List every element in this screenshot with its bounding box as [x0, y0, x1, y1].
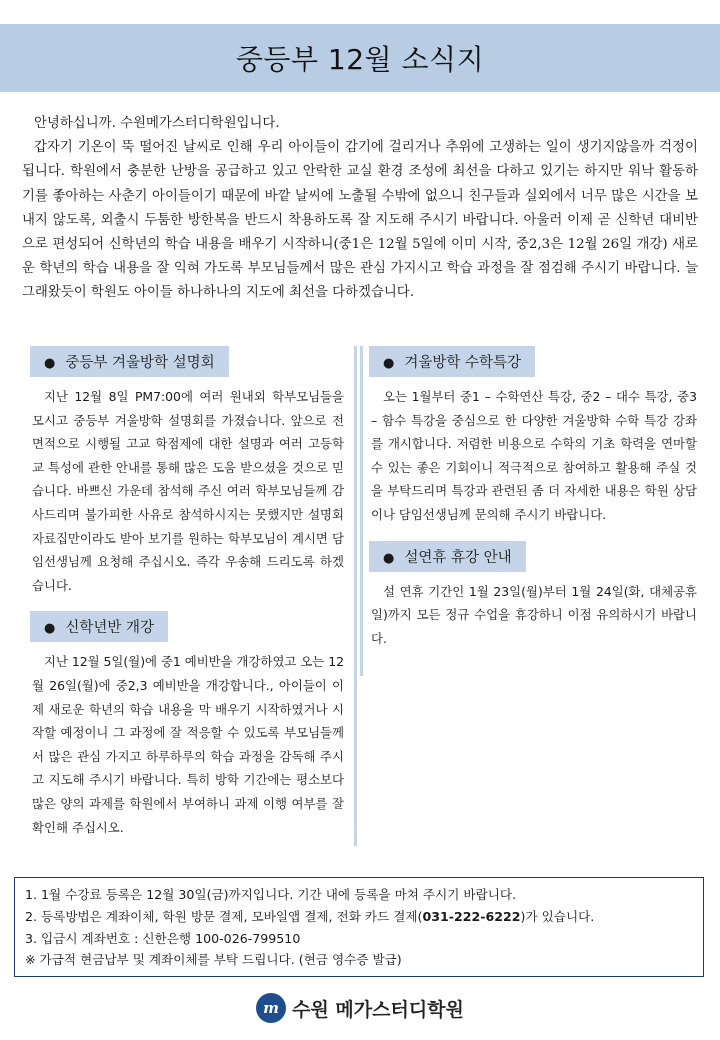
section-text: 설 연휴 기간인 1월 23일(월)부터 1월 24일(화, 대체공휴일)까지 모든 정규 수업을 휴강하니 이점 유의하시기 바랍니다. [371, 583, 697, 646]
section-winter-briefing [24, 346, 350, 597]
notice-line [25, 906, 693, 928]
section-heading [30, 611, 168, 642]
section-text: 지난 12월 8일 PM7:00에 여러 원내외 학부모님들을 모시고 중등부 겨울방학 설명회를 가졌습니다. 앞으로 전면적으로 시행될 고교 학점제에 대한 설명과 여러 고등학교 특성에 관한 안내를 통해 많은 도움 받으셨을 것으로 믿습니다. 바쁘신 가운데 참석해 주신 여러 학부모님들께 감사드리며 불가피한 사유로 참석하시지는 못했지만 설명회 자료집만이라도 받아 보기를 원하는 학부모님이 계시면 담임선생님께 요청해 주십시오. 즉각 우송해 드리도록 하겠습니다. [32, 389, 344, 593]
section-holiday-closure [363, 541, 703, 651]
section-title: 중등부 겨울방학 설명회 [65, 355, 215, 371]
notice-line: 3. 입금시 계좌번호 : 신한은행 100-026-799510 [25, 930, 301, 946]
left-column [24, 346, 357, 846]
brand-logo-icon [256, 993, 286, 1023]
logo-glyph: m [263, 999, 280, 1017]
footer-brand [0, 990, 720, 1026]
section-body [371, 580, 697, 651]
section-body [32, 385, 344, 597]
section-body [371, 385, 697, 527]
notice-line: ※ 가급적 현금납부 및 계좌이체를 부탁 드립니다. (현금 영수증 발급) [25, 952, 402, 968]
notice-line: 1. 1월 수강료 등록은 12월 30일(금)까지입니다. 기간 내에 등록을 마쳐 주시기 바랍니다. [25, 887, 517, 902]
section-new-classes [24, 611, 350, 839]
brand-name: 수원 메가스터디학원 [292, 998, 464, 1021]
section-title: 신학년반 개강 [65, 620, 154, 637]
section-text: 지난 12월 5일(월)에 중1 예비반을 개강하였고 오는 12월 26일(월)에 중2,3 예비반을 개강합니다., 아이들이 이제 새로운 학년의 학습 내용을 막 배우기 시작하였거나 시작할 예정이니 그 과정에 잘 적응할 수 있도록 부모님들께서 많은 관심 가지고 하루하루의 학습 과정을 감독해 주시고 지도해 주시기 바랍니다. 특히 방학 기간에는 평소보다 많은 양의 과제를 학원에서 부여하니 과제 이행 여부를 잘 확인해 주십시오. [32, 654, 344, 835]
bullet-icon: ● [383, 550, 395, 566]
section-heading [369, 541, 526, 572]
notice-text: 2. 등록방법은 계좌이체, 학원 방문 결제, 모바일앱 결제, 전화 카드 결제( [25, 908, 423, 924]
phone-number: 031-222-6222 [422, 908, 521, 924]
notice-text: )가 있습니다. [520, 908, 595, 924]
right-column [360, 346, 703, 676]
section-title: 설연휴 휴강 안내 [404, 549, 512, 566]
section-text: 오는 1월부터 중1 – 수학연산 특강, 중2 – 대수 특강, 중3 – 함수 특강을 중심으로 한 다양한 겨울방학 수학 특강 강좌를 개시합니다. 저렴한 비용으로 수학의 기초 학력을 연마할 수 있는 좋은 기회이니 적극적으로 참여하고 활용해 주실 것을 부탁드리며 특강과 관련된 좀 더 자세한 내용은 학원 상담이나 담임선생님께 문의해 주시기 바랍니다. [371, 389, 697, 522]
intro-section [22, 112, 698, 306]
payment-notice-box [14, 877, 704, 977]
newsletter-header [0, 24, 720, 92]
section-body [32, 650, 344, 839]
section-math-special [363, 346, 703, 527]
intro-greeting: 안녕하십니까. 수원메가스터디학원입니다. [34, 116, 280, 131]
bullet-icon: ● [44, 356, 56, 371]
section-title: 겨울방학 수학특강 [404, 355, 522, 371]
section-heading [30, 346, 229, 377]
page-title: 중등부 12월 소식지 [235, 43, 485, 76]
bullet-icon: ● [44, 621, 56, 637]
intro-body: 갑자기 기온이 뚝 떨어진 날씨로 인해 우리 아이들이 감기에 걸리거나 추위에 고생하는 일이 생기지않을까 걱정이 됩니다. 학원에서 충분한 난방을 공급하고 있고 안락한 교실 환경 조성에 최선을 다하고 있기는 하지만 워낙 활동하기를 좋아하는 사춘기 아이들이기 때문에 바깥 날씨에 노출될 수밖에 없으니 친구들과 실외에서 너무 많은 시간을 보내지 않도록, 외출시 두툼한 방한복을 반드시 착용하도록 잘 지도해 주시기 바랍니다. 아울러 이제 곧 신학년 대비반으로 편성되어 신학년의 학습 내용을 배우기 시작하니(중1은 12월 5일에 이미 시작, 중2,3은 12월 26일 개강) 새로운 학년의 학습 내용을 잘 익혀 가도록 부모님들께서 많은 관심 가지시고 학습 과정을 잘 점검해 주시기 바랍니다. 늘 그래왔듯이 학원도 아이들 하나하나의 지도에 최선을 다하겠습니다. [22, 140, 698, 301]
bullet-icon: ● [383, 356, 395, 371]
section-heading [369, 346, 535, 377]
